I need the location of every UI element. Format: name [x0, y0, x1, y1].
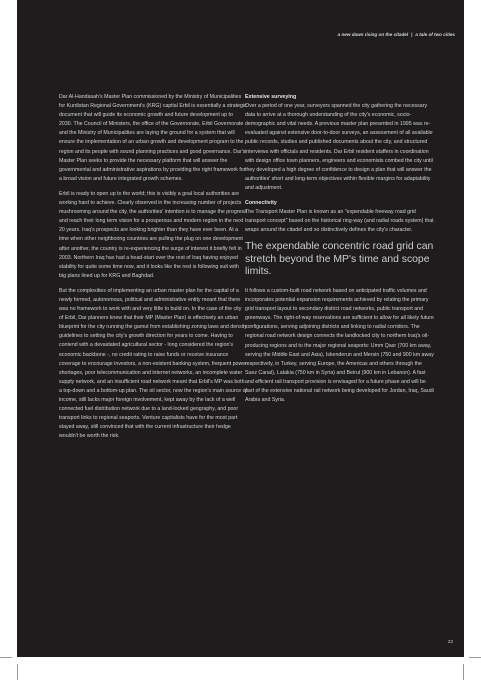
- header-subtitle: a tale of two cities: [415, 32, 455, 37]
- running-header: [338, 32, 455, 37]
- pull-quote: The expendable concentric road grid can stretch beyond the MP's time and scope limits.: [245, 241, 434, 277]
- header-separator: |: [411, 32, 413, 37]
- body-paragraph: It follows a custom-built road network based on anticipated traffic volumes and incorporates potential expansion requirements achieved by relating the primary grid transport layout to secondary district road networks, public transport and greenways. The right-of-way reservations are sufficient to allow for all likely future configurations, serving adjoining districts and linking to radial corridors. The regional road network design connects the landlocked city to northern Iraq's oil-producing regions and to the major regional seaports: Umm Qasr (700 km away, serving the Middle East and Asia), Iskenderun and Mersin (750 and 900 km away respectively, in Turkey, serving Europe, the Americas and others through the Suez Canal), Latakia (750 km in Syria) and Beirut (900 km in Lebanon). A fast and efficient rail transport provision is envisaged for a future phase and will be part of the extensive national rail network being developed for Jordan, Iraq, Saudi Arabia and Syria.: [245, 288, 434, 404]
- right-column: [245, 93, 435, 411]
- crop-mark: [463, 664, 464, 680]
- page-number: 23: [447, 639, 453, 644]
- body-paragraph: Erbil is ready to open up to the world; this is visibly a goal local authorities are working hard to achieve. Clearly observed in the increasing number of projects mushrooming around the city, the authorities' intention is to manage the progress and reach their long term vision for a prosperous and modern region in the next 20 years. Iraq's prospects are looking brighter than they have ever been. At a time when other neighboring countries are pulling the plug on one development after another, the country is re-experiencing the surge of interest it briefly felt in 2003. Northern Iraq has had a head-start over the rest of Iraq having enjoyed stability for quite some time now, and it looks like the rest is following suit with big plans lined up for KRG and Baghdad.: [59, 190, 247, 279]
- body-paragraph: But the complexities of implementing an urban master plan for the capital of a newly formed, autonomous, political and administrative entity meant that there was no framework to work with and very little to build on. In the case of the city of Erbil, Dar planners knew that their MP (Master Plan) is effectively an urban blueprint for the city running the gamut from establishing zoning laws and density guidelines to setting the city's growth direction for years to come. Having to contend with a devastated agricultural sector - long considered the region's economic backbone -, no credit rating to raise funds or receive insurance coverage to encourage investors, a non-existent banking system, frequent power shortages, poor telecommunication and internet networks, an incomplete water supply network, and an insufficient road network meant that Erbil's MP was both a top-down and a bottom-up plan. The oil sector, now the region's main source of income, still lacks major foreign involvement, kept away by the lack of a well connected fuel distribution network due to a land-locked geography, and poor transport links to regional seaports. Venture capitalists have for the most part stayed away, still convinced that with the current infrastructure their hedge wouldn't be worth the risk.: [59, 287, 247, 440]
- crop-mark: [17, 664, 18, 680]
- page-panel: [17, 0, 464, 657]
- body-paragraph: The Transport Master Plan is known as an "expendable freeway road grid transport concept" based on the historical ring-way (and radial roads system) that wraps around the citadel and so distinctively defines the city's character.: [245, 209, 434, 234]
- crop-mark: [469, 657, 481, 658]
- crop-mark: [0, 657, 12, 658]
- section-heading: Extensive surveying: [245, 94, 297, 100]
- left-column: [59, 93, 247, 447]
- body-paragraph: Dar Al-Handasah's Master Plan commissioned by the Ministry of Municipalities for Kurdistan Regional Government's (KRG) capital Erbil is essentially a strategic document that will guide its economic growth and future development up to 2030. The Council of Ministers, the office of the Governorate, Erbil Governorate and the Ministry of Municipalities are laying the ground for a system that will ensure the implementation of an urban growth and development program to the region and its people with sound planning practices and good governance. Dar's Master Plan seeks to provide the necessary platform that will answer the governmental and administrative aspirations by providing the right framework for a broad vision and future integrated growth schemes.: [59, 94, 247, 182]
- header-title: a new dawn rising on the citadel: [337, 32, 409, 37]
- body-paragraph: Over a period of one year, surveyors spanned the city gathering the necessary data to arrive at a thorough understanding of the city's economic, socio-demographic and vital needs. A previous master plan presented in 1995 was re-evaluated against extensive door-to-door surveys, an assessment of all available public records, studies and published documents about the city, and structured interviews with officials and residents. Dar Erbil resident staffers in coordination with design office town planners, engineers and economists combed the city until they developed a high degree of confidence to design a plan that will answer the authorities' short and long-term objectives within flexible margins for adaptability and adjustment.: [245, 103, 433, 191]
- section-heading: Connectivity: [245, 200, 277, 207]
